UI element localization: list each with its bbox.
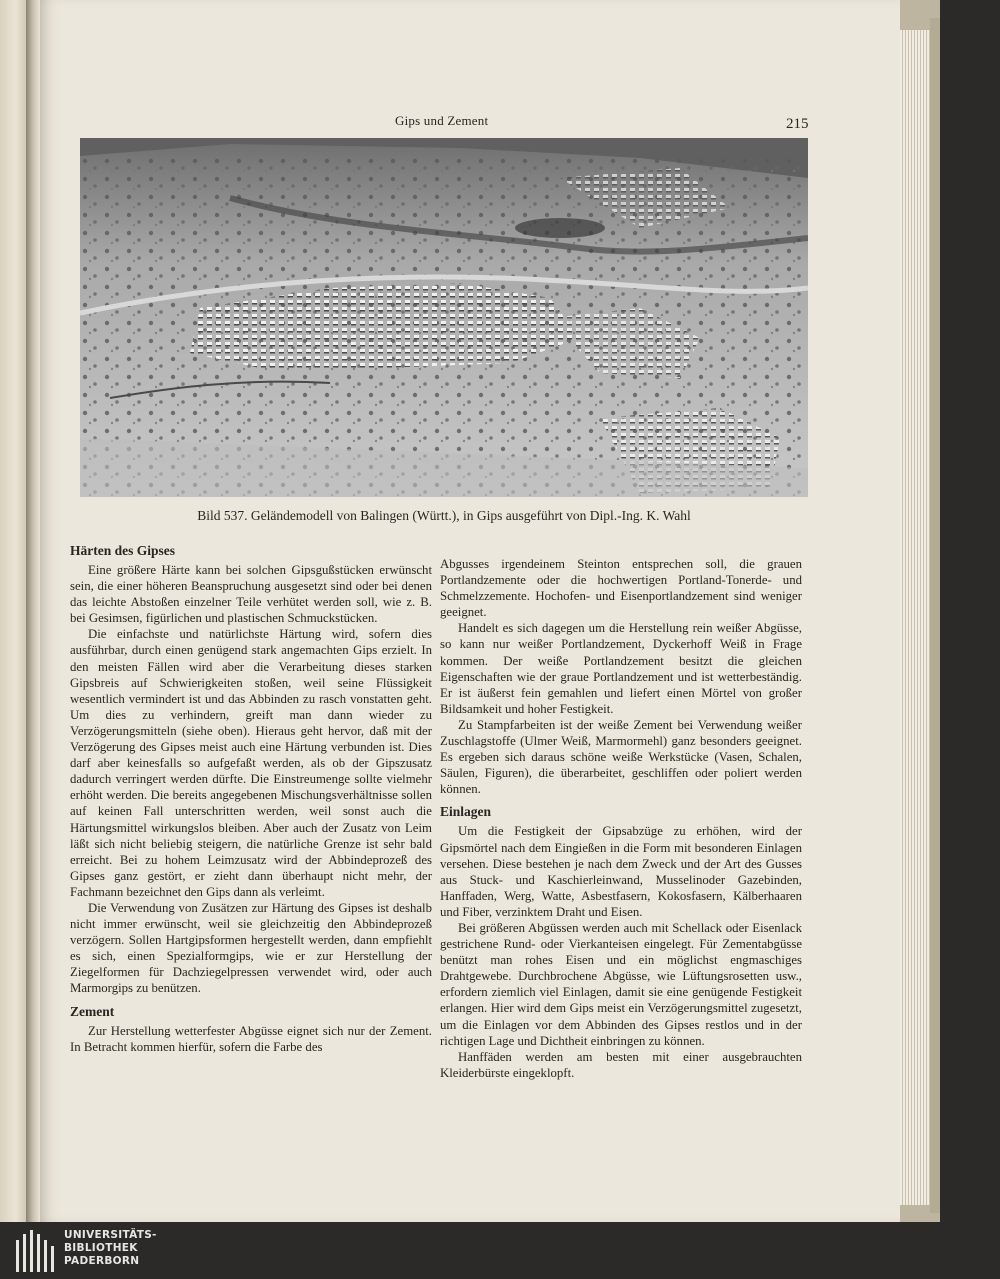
left-column	[70, 542, 432, 1055]
paragraph: Bei größeren Abgüssen werden auch mit Schellack oder Eisenlack gestrichene Rund- oder Vierkanteisen eingelegt. Für Zementabgüsse benützt man rohes Eisen und ein möglichst engmaschiges Drahtgewebe. Durchbrochene Abgüsse, wie Lüftungsrosetten usw., erfordern ziemlich viel Einlagen, damit sie eine genügende Festigkeit erlangen. Hier wird dem Gips meist ein Verzögerungsmittel zugesetzt, um die Einlagen vor dem Abbinden des Gipses restlos und in der richtigen Lage und Dichtheit einbringen zu können.	[440, 920, 802, 1048]
logo-line: BIBLIOTHEK	[64, 1242, 138, 1254]
book-gutter	[26, 0, 40, 1222]
paragraph: Handelt es sich dagegen um die Herstellung rein weißer Abgüsse, so kann nur weißer Portlandzement, Dyckerhoff Weiß in Frage kommen. Der weiße Portlandzement besitzt die gleichen Eigenschaften wie der graue Portlandzement und ist wetterbeständig. Er ist äußerst fein gemahlen und liefert einen Mörtel von großer Bildsamkeit und hoher Festigkeit.	[440, 621, 802, 716]
library-logo-icon	[16, 1230, 54, 1272]
page-number: 215	[786, 116, 809, 132]
running-head: Gips und Zement	[395, 113, 489, 128]
page-stack-edges	[900, 30, 930, 1205]
logo-line: UNIVERSITÄTS-	[64, 1229, 157, 1241]
paragraph: Abgusses irgendeinem Steinton entsprechen soll, die grauen Portlandzemente oder die hochwertigen Portland-Tonerde- und Schmelzzemente. Hochofen- und Eisenportlandzement sind weniger geeignet.	[440, 557, 802, 620]
paragraph: Hanffäden werden am besten mit einer ausgebrauchten Kleiderbürste eingeklopft.	[440, 1049, 802, 1080]
left-page-edge	[0, 0, 26, 1222]
paragraph: Eine größere Härte kann bei solchen Gipsgußstücken erwünscht sein, die einer höheren Beanspruchung ausgesetzt sind oder bei denen das leichte Abstoßen einzelner Teile verhütet werden soll, wie z. B. bei Gesimsen, figürlichen und plastischen Schmuckstücken.	[70, 563, 432, 626]
paragraph: Zu Stampfarbeiten ist der weiße Zement bei Verwendung weißer Zuschlagstoffe (Ulmer Weiß, Marmormehl) ganz besonders geeignet. Es ergeben sich daraus schöne weiße Werkstücke (Vasen, Schalen, Säulen, Figuren), die überarbeitet, geschliffen oder poliert werden können.	[440, 717, 802, 797]
heading-zement: Zement	[70, 1003, 115, 1019]
logo-line: PADERBORN	[64, 1255, 140, 1267]
heading-einlagen: Einlagen	[440, 804, 492, 820]
paragraph: Die Verwendung von Zusätzen zur Härtung des Gipses ist deshalb nicht immer erwünscht, weil sie gleichzeitig den Abbindeprozeß verzögern. Sollen Hartgipsformen hergestellt werden, dann empfiehlt es sich, einen Spezialformgips, wie er zur Herstellung der Ziegelformen für Dachziegelpressen verwendet wird, oder auch Marmorgips zu benützen.	[70, 900, 432, 996]
right-column	[440, 556, 802, 1081]
paragraph: Die einfachste und natürlichste Härtung wird, sofern dies ausführbar, durch einen genügend stark angemachten Gips erzielt. In den meisten Fällen wird aber die Verarbeitung dieses starken Gipsbreis auf Schwierigkeiten stoßen, weil seine Flüssigkeit wesentlich vermindert ist und das Abbinden zu rasch vonstatten geht. Um dies zu verhindern, greift man dann wieder zu Verzögerungsmitteln (siehe oben). Hieraus geht hervor, daß mit der Verzögerung des Gipses meist auch eine Härtung verbunden ist. Dies darf aber keinesfalls so aufgefaßt werden, als ob der Gipszusatz dadurch verringert werden dürfte. Die Einstreumenge sollte vielmehr erhöht werden. Die bereits angegebenen Mischungsverhältnisse sollen auf keinen Fall unterschritten werden, weil sonst auch die Härtungsmittel wirkungslos bleiben. Aber auch der Zusatz von Leim läßt sich nicht beliebig steigern, die natürliche Grenze ist sehr bald erreicht. Bei zu hohem Leimzusatz wird der Abbindeprozeß des Gipses ganz gestört, er zieht dann überhaupt nicht mehr, der Fachmann bezeichnet den Gips dann als verleimt.	[70, 627, 432, 899]
figure-caption: Bild 537. Geländemodell von Balingen (Württ.), in Gips ausgeführt von Dipl.-Ing. K. Wahl	[197, 508, 691, 523]
terrain-model-photo	[80, 138, 808, 497]
terrain-model-illustration	[80, 138, 808, 497]
library-logo-text	[64, 1229, 157, 1268]
cover-edge	[930, 18, 940, 1213]
library-logo	[16, 1226, 216, 1274]
heading-haerten: Härten des Gipses	[70, 543, 176, 558]
paragraph: Zur Herstellung wetterfester Abgüsse eignet sich nur der Zement. In Betracht kommen hierfür, sofern die Farbe des	[70, 1023, 432, 1054]
paragraph: Um die Festigkeit der Gipsabzüge zu erhöhen, wird der Gipsmörtel nach dem Eingießen in die Form mit besonderen Einlagen versehen. Diese bestehen je nach dem Zweck und der Art des Gusses aus Stuck- und Kaschierleinwand, Musselinoder Gazebinden, Hanffaden, Werg, Watte, Asbestfasern, Kokosfasern, Kälberhaaren und Fiber, verzinktem Draht und Eisen.	[440, 824, 802, 919]
